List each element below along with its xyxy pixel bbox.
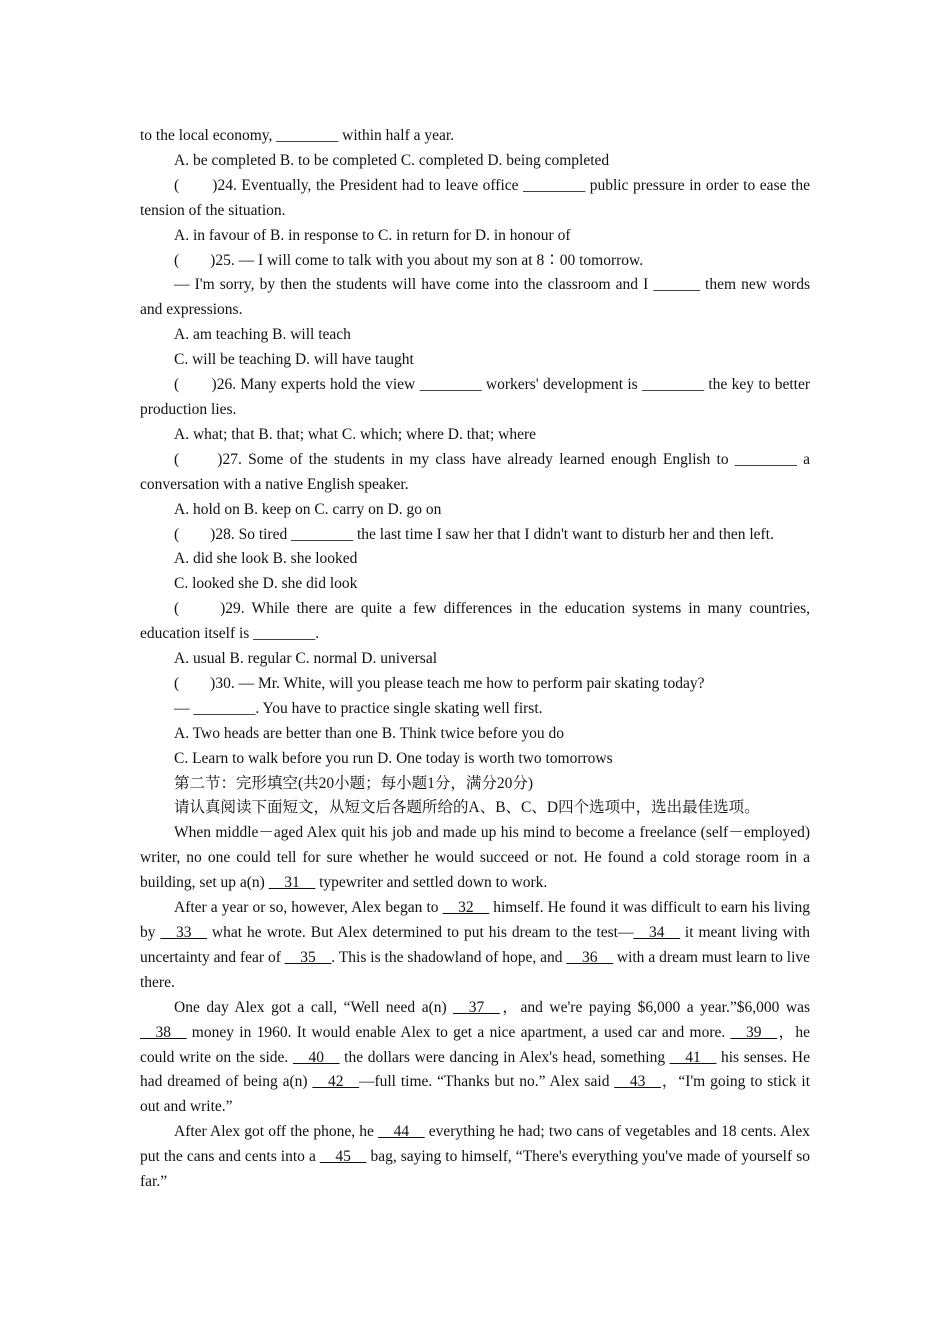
passage-text: himself. He found it was difficult to earn his living by: [140, 899, 810, 941]
passage-text: it meant living with uncertainty and fear of: [140, 924, 811, 966]
options-line: A. in favour of B. in response to C. in return for D. in honour of: [174, 226, 571, 244]
passage-text: ，and we're paying $6,000 a year.”$6,000 was: [499, 998, 811, 1016]
document-page: [140, 124, 810, 1195]
blank-43: __43__: [614, 1073, 661, 1091]
question-line: — I'm sorry, by then the students will have come into the classroom and I ______ them new words and expressions.: [140, 276, 810, 319]
passage-paragraph: [140, 896, 810, 996]
passage-text: . This is the shadowland of hope, and: [331, 948, 567, 966]
options-line: A. did she look B. she looked: [174, 550, 358, 568]
blank-35: __35__: [284, 948, 332, 966]
passage-text: ，“I'm going to stick it out and write.”: [140, 1073, 810, 1116]
passage-text: One day Alex got a call, “Well need a(n): [174, 998, 454, 1016]
question-line: ( )26. Many experts hold the view ________ workers' development is ________ the key to better production lies.: [140, 376, 810, 418]
passage-paragraph: [140, 1120, 810, 1195]
blank-38: __38__: [140, 1023, 187, 1041]
passage-text: When middle－aged Alex quit his job and made up his mind to become a freelance (self－employed) writer, no one could tell for sure whether he would succeed or not. He found a cold storage room in a building, set up a(n): [140, 824, 810, 892]
question-line: ( )30. — Mr. White, will you please teach me how to perform pair skating today?: [174, 674, 705, 692]
blank-31: __31__: [268, 874, 316, 892]
passage-text: After a year or so, however, Alex began to: [174, 899, 443, 917]
options-line: A. am teaching B. will teach: [174, 326, 351, 344]
blank-34: __34__: [633, 924, 680, 941]
passage-text: with a dream must learn to live there.: [140, 948, 811, 991]
question-line: ( )24. Eventually, the President had to leave office ________ public pressure in order to ease the tension of the situation.: [140, 176, 810, 219]
options-line: C. looked she D. she did look: [174, 575, 358, 593]
text-line: to the local economy, ________ within half a year.: [140, 127, 455, 144]
question-line: ( )27. Some of the students in my class have already learned enough English to ________ a conversation with a native English speaker.: [140, 450, 810, 493]
options-line: A. usual B. regular C. normal D. universal: [174, 650, 438, 668]
section-instruction: 请认真阅读下面短文，从短文后各题所给的A、B、C、D四个选项中，选出最佳选项。: [174, 799, 760, 817]
options-line: A. Two heads are better than one B. Think twice before you do: [174, 724, 565, 742]
passage-text: his senses. He had dreamed of being a(n): [140, 1048, 810, 1091]
passage-text: After Alex got off the phone, he: [174, 1123, 379, 1141]
blank-40: __40__: [292, 1048, 340, 1066]
blank-37: __37__: [453, 998, 500, 1016]
options-line: A. be completed B. to be completed C. completed D. being completed: [174, 151, 610, 169]
passage-text: the dollars were dancing in Alex's head, something: [339, 1048, 670, 1066]
blank-32: __32__: [442, 899, 490, 917]
passage-text: bag, saying to himself, “There's everything you've made of yourself so far.”: [140, 1148, 810, 1191]
cloze-passage: [140, 821, 810, 1195]
blank-39: __39__: [730, 1023, 778, 1041]
passage-text: everything he had; two cans of vegetables and 18 cents. Alex put the cans and cents into a: [140, 1123, 811, 1166]
options-line: A. what; that B. that; what C. which; where D. that; where: [174, 425, 537, 443]
options-line: C. will be teaching D. will have taught: [174, 351, 414, 369]
question-line: — ________. You have to practice single skating well first.: [174, 699, 543, 717]
passage-text: ，he could write on the side.: [140, 1023, 810, 1066]
passage-text: typewriter and settled down to work.: [315, 874, 548, 892]
options-line: A. hold on B. keep on C. carry on D. go on: [174, 500, 442, 518]
question-line: ( )25. — I will come to talk with you about my son at 8∶00 tomorrow.: [174, 251, 644, 269]
blank-36: __36__: [566, 948, 613, 966]
blank-44: __44__: [378, 1123, 425, 1141]
passage-text: money in 1960. It would enable Alex to get a nice apartment, a used car and more.: [186, 1023, 731, 1041]
passage-text: —full time. “Thanks but no.” Alex said: [358, 1073, 615, 1091]
passage-paragraph: [140, 996, 810, 1121]
passage-paragraph: [140, 821, 810, 896]
options-line: C. Learn to walk before you run D. One today is worth two tomorrows: [174, 749, 613, 767]
blank-41: __41__: [669, 1048, 717, 1066]
blank-42: __42__: [312, 1073, 359, 1091]
blank-45: __45__: [319, 1148, 367, 1166]
blank-33: __33__: [160, 924, 207, 941]
section-heading: 第二节：完形填空(共20小题；每小题1分，满分20分): [174, 774, 534, 792]
question-line: ( )29. While there are quite a few differences in the education systems in many countries, education itself is ________.: [140, 600, 810, 643]
passage-text: what he wrote. But Alex determined to put his dream to the test—: [206, 924, 634, 941]
question-line: ( )28. So tired ________ the last time I saw her that I didn't want to disturb her and then left.: [174, 525, 774, 543]
question-block: [140, 124, 810, 821]
